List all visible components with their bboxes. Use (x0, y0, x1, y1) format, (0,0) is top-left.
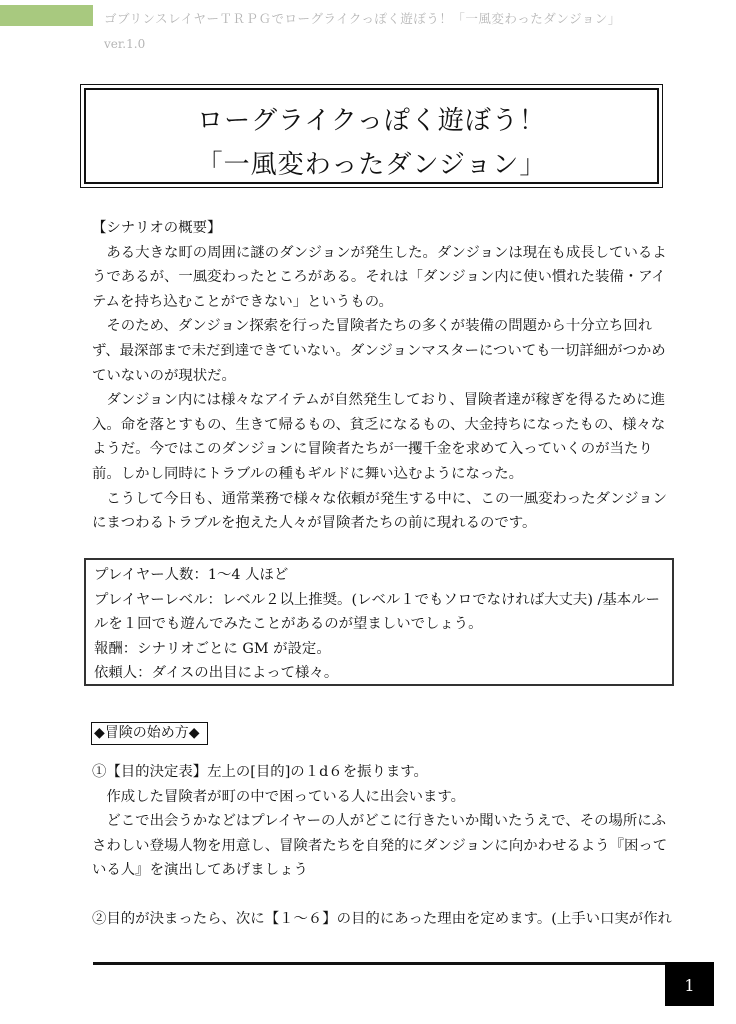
how-to-start-steps (92, 760, 678, 932)
overview-heading: 【シナリオの概要】 (92, 220, 222, 236)
scenario-overview (92, 216, 678, 536)
info-level: プレイヤーレベル：レベル２以上推奨。(レベル１でもソロでなければ大丈夫) /基本ルールを１回でも遊んでみたことがあるのが望ましいでしょう。 (94, 591, 660, 633)
step-1: ①【目的決定表】左上の[目的]の１d６を振ります。 (92, 764, 428, 780)
running-header-title: ゴブリンスレイヤーＴＲＰＧでローグライクっぽく遊ぼう！「一風変わったダンジョン」 (104, 11, 621, 26)
overview-paragraph-4: こうして今日も、通常業務で様々な依頼が発生する中に、この一風変わったダンジョンにまつわるトラブルを抱えた人々が冒険者たちの前に現れるのです。 (92, 490, 667, 532)
overview-paragraph-2: そのため、ダンジョン探索を行った冒険者たちの多くが装備の問題から十分立ち回れず、最深部まで未だ到達できていない。ダンジョンマスターについても一切詳細がつかめていないのが現状だ。 (92, 318, 666, 384)
title-box-inner-frame (84, 88, 659, 184)
step-1-detail-a: 作成した冒険者が町の中で困っている人に出会います。 (106, 788, 466, 805)
footer-rule (93, 962, 665, 965)
page-number-badge: 1 (665, 962, 714, 1006)
info-client: 依頼人：ダイスの出目によって様々。 (94, 665, 339, 682)
header-color-tab (0, 5, 93, 26)
step-1-detail-b: どこで出会うかなどはプレイヤーの人がどこに行きたいか聞いたうえで、その場所にふさわしい登場人物を用意し、冒険者たちを自発的にダンジョンに向かわせるよう『困っている人』を演出してあげましょう (92, 813, 668, 879)
info-players: プレイヤー人数：1〜4 人ほど (94, 567, 289, 583)
info-reward: 報酬：シナリオごとに GM が設定。 (94, 640, 331, 657)
step-spacer (92, 883, 678, 907)
scenario-info-box (84, 558, 674, 686)
step-2: ②目的が決まったら、次に【１〜６】の目的にあった理由を定めます。(上手い口実が作れ (92, 910, 672, 927)
overview-paragraph-1: ある大きな町の周囲に謎のダンジョンが発生した。ダンジョンは現在も成長しているようであるが、一風変わったところがある。それは「ダンジョン内に使い慣れた装備・アイテムを持ち込むことができない」というもの。 (92, 244, 667, 310)
section-heading-how-to-start: ◆冒険の始め方◆ (91, 722, 208, 745)
title-line-1: ローグライクっぽく遊ぼう！ (197, 106, 546, 136)
running-header-version: ver.1.0 (104, 37, 146, 51)
title-line-2: 「一風変わったダンジョン」 (196, 150, 547, 180)
overview-paragraph-3: ダンジョン内には様々なアイテムが自然発生しており、冒険者達が稼ぎを得るために進入。命を落とすもの、生きて帰るもの、貧乏になるもの、大金持ちになったもの、様々なようだ。今ではこのダンジョンに冒険者たちが一攫千金を求めて入っていくのが当たり前。しかし同時にトラブルの種もギルドに舞い込むようになった。 (92, 392, 666, 482)
title-box (80, 84, 663, 188)
